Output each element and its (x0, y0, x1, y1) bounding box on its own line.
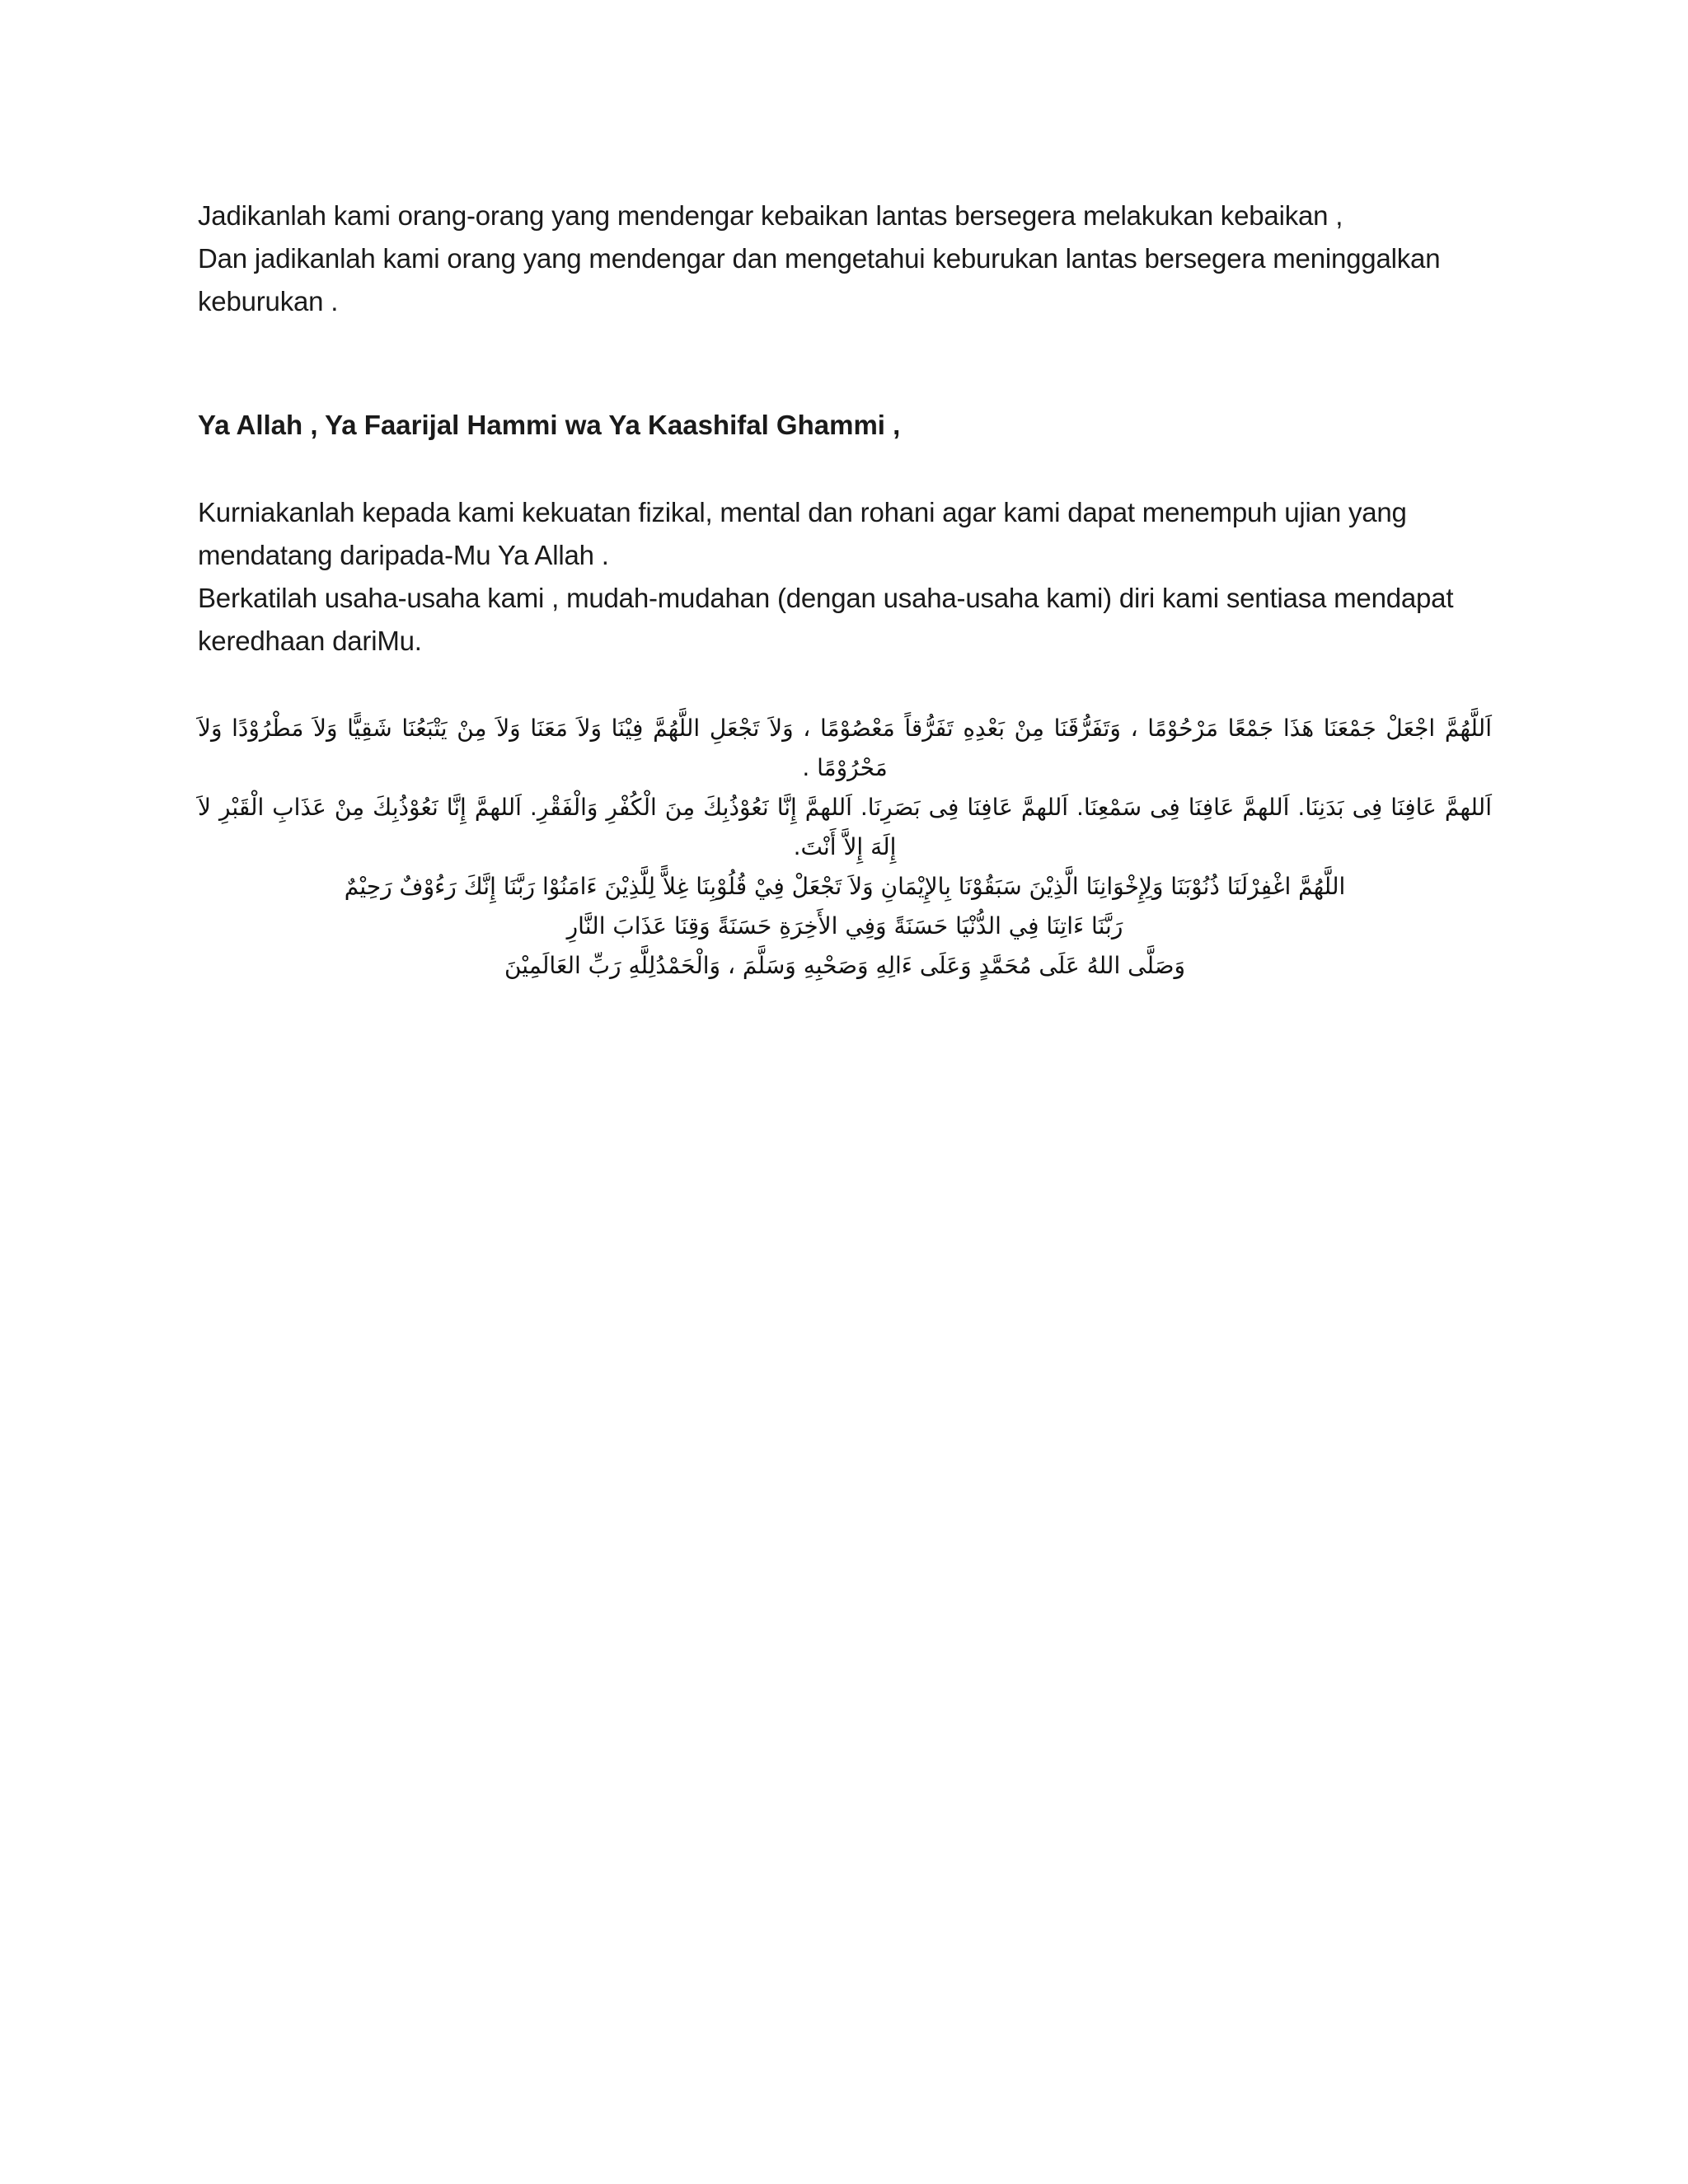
prayer-heading: Ya Allah , Ya Faarijal Hammi wa Ya Kaashifal Ghammi , (198, 410, 901, 440)
arabic-line-4: رَبَّنَا ءَاتِنَا فِي الدُّنْيَا حَسَنَةً وَفِي الأَخِرَةِ حَسَنَةً وَقِنَا عَذَابَ النَّارِ (566, 912, 1123, 940)
arabic-doa-block (198, 709, 1492, 986)
arabic-line-3: اللَّهُمَّ اغْفِرْلَنَا ذُنُوْبَنَا وَلِإِخْوَانِنَا الَّذِيْنَ سَبَقُوْنَا بِالإِيْمَانِ وَلاَ تَجْعَلْ فِيْ قُلُوْبِنَا غِلاًّ لِلَّذِيْنَ ءَامَنُوْا رَبَّنَا إِنَّكَ رَءُوْفٌ رَحِيْمٌ (344, 873, 1346, 900)
paragraph-jadikanlah-2: Dan jadikanlah kami orang yang mendengar dan mengetahui keburukan lantas bersegera meninggalkan keburukan . (198, 243, 1441, 316)
document-body (198, 194, 1492, 663)
arabic-line-2: اَللهمَّ عَافِنَا فِى بَدَنِنَا. اَللهمَّ عَافِنَا فِى سَمْعِنَا. اَللهمَّ عَافِنَا فِى بَصَرِنَا. اَللهمَّ إِنَّا نَعُوْذُبِكَ مِنَ الْكُفْرِ وَالْفَقْرِ. اَللهمَّ إِنَّا نَعُوْذُبِكَ مِنْ عَذَابِ الْقَبْرِ لاَ إِلَهَ إِلاَّ أَنْتَ. (198, 794, 1492, 860)
arabic-line-1: اَللَّهُمَّ اجْعَلْ جَمْعَنَا هَذَا جَمْعًا مَرْحُوْمًا ، وَتَفَرُّقَنَا مِنْ بَعْدِهِ تَفَرُّقاً مَعْصُوْمًا ، وَلاَ تَجْعَلِ اللَّهُمَّ فِيْنَا وَلاَ مَعَنَا وَلاَ مِنْ يَتْبَعُنَا شَقِيًّا وَلاَ مَطْرُوْدًا وَلاَ مَحْرُوْمًا . (198, 715, 1492, 781)
paragraph-jadikanlah-1: Jadikanlah kami orang-orang yang mendengar kebaikan lantas bersegera melakukan kebaikan , (198, 200, 1343, 231)
arabic-line-5: وَصَلَّى اللهُ عَلَى مُحَمَّدٍ وَعَلَى ءَالِهِ وَصَحْبِهِ وَسَلَّمَ ، وَالْحَمْدُلِلَّهِ رَبِّ العَالَمِيْنَ (504, 952, 1186, 979)
paragraph-berkatilah: Berkatilah usaha-usaha kami , mudah-mudahan (dengan usaha-usaha kami) diri kami sentiasa mendapat keredhaan dariMu. (198, 583, 1454, 656)
paragraph-kurniakanlah: Kurniakanlah kepada kami kekuatan fizikal, mental dan rohani agar kami dapat menempuh ujian yang mendatang daripada-Mu Ya Allah . (198, 497, 1407, 570)
